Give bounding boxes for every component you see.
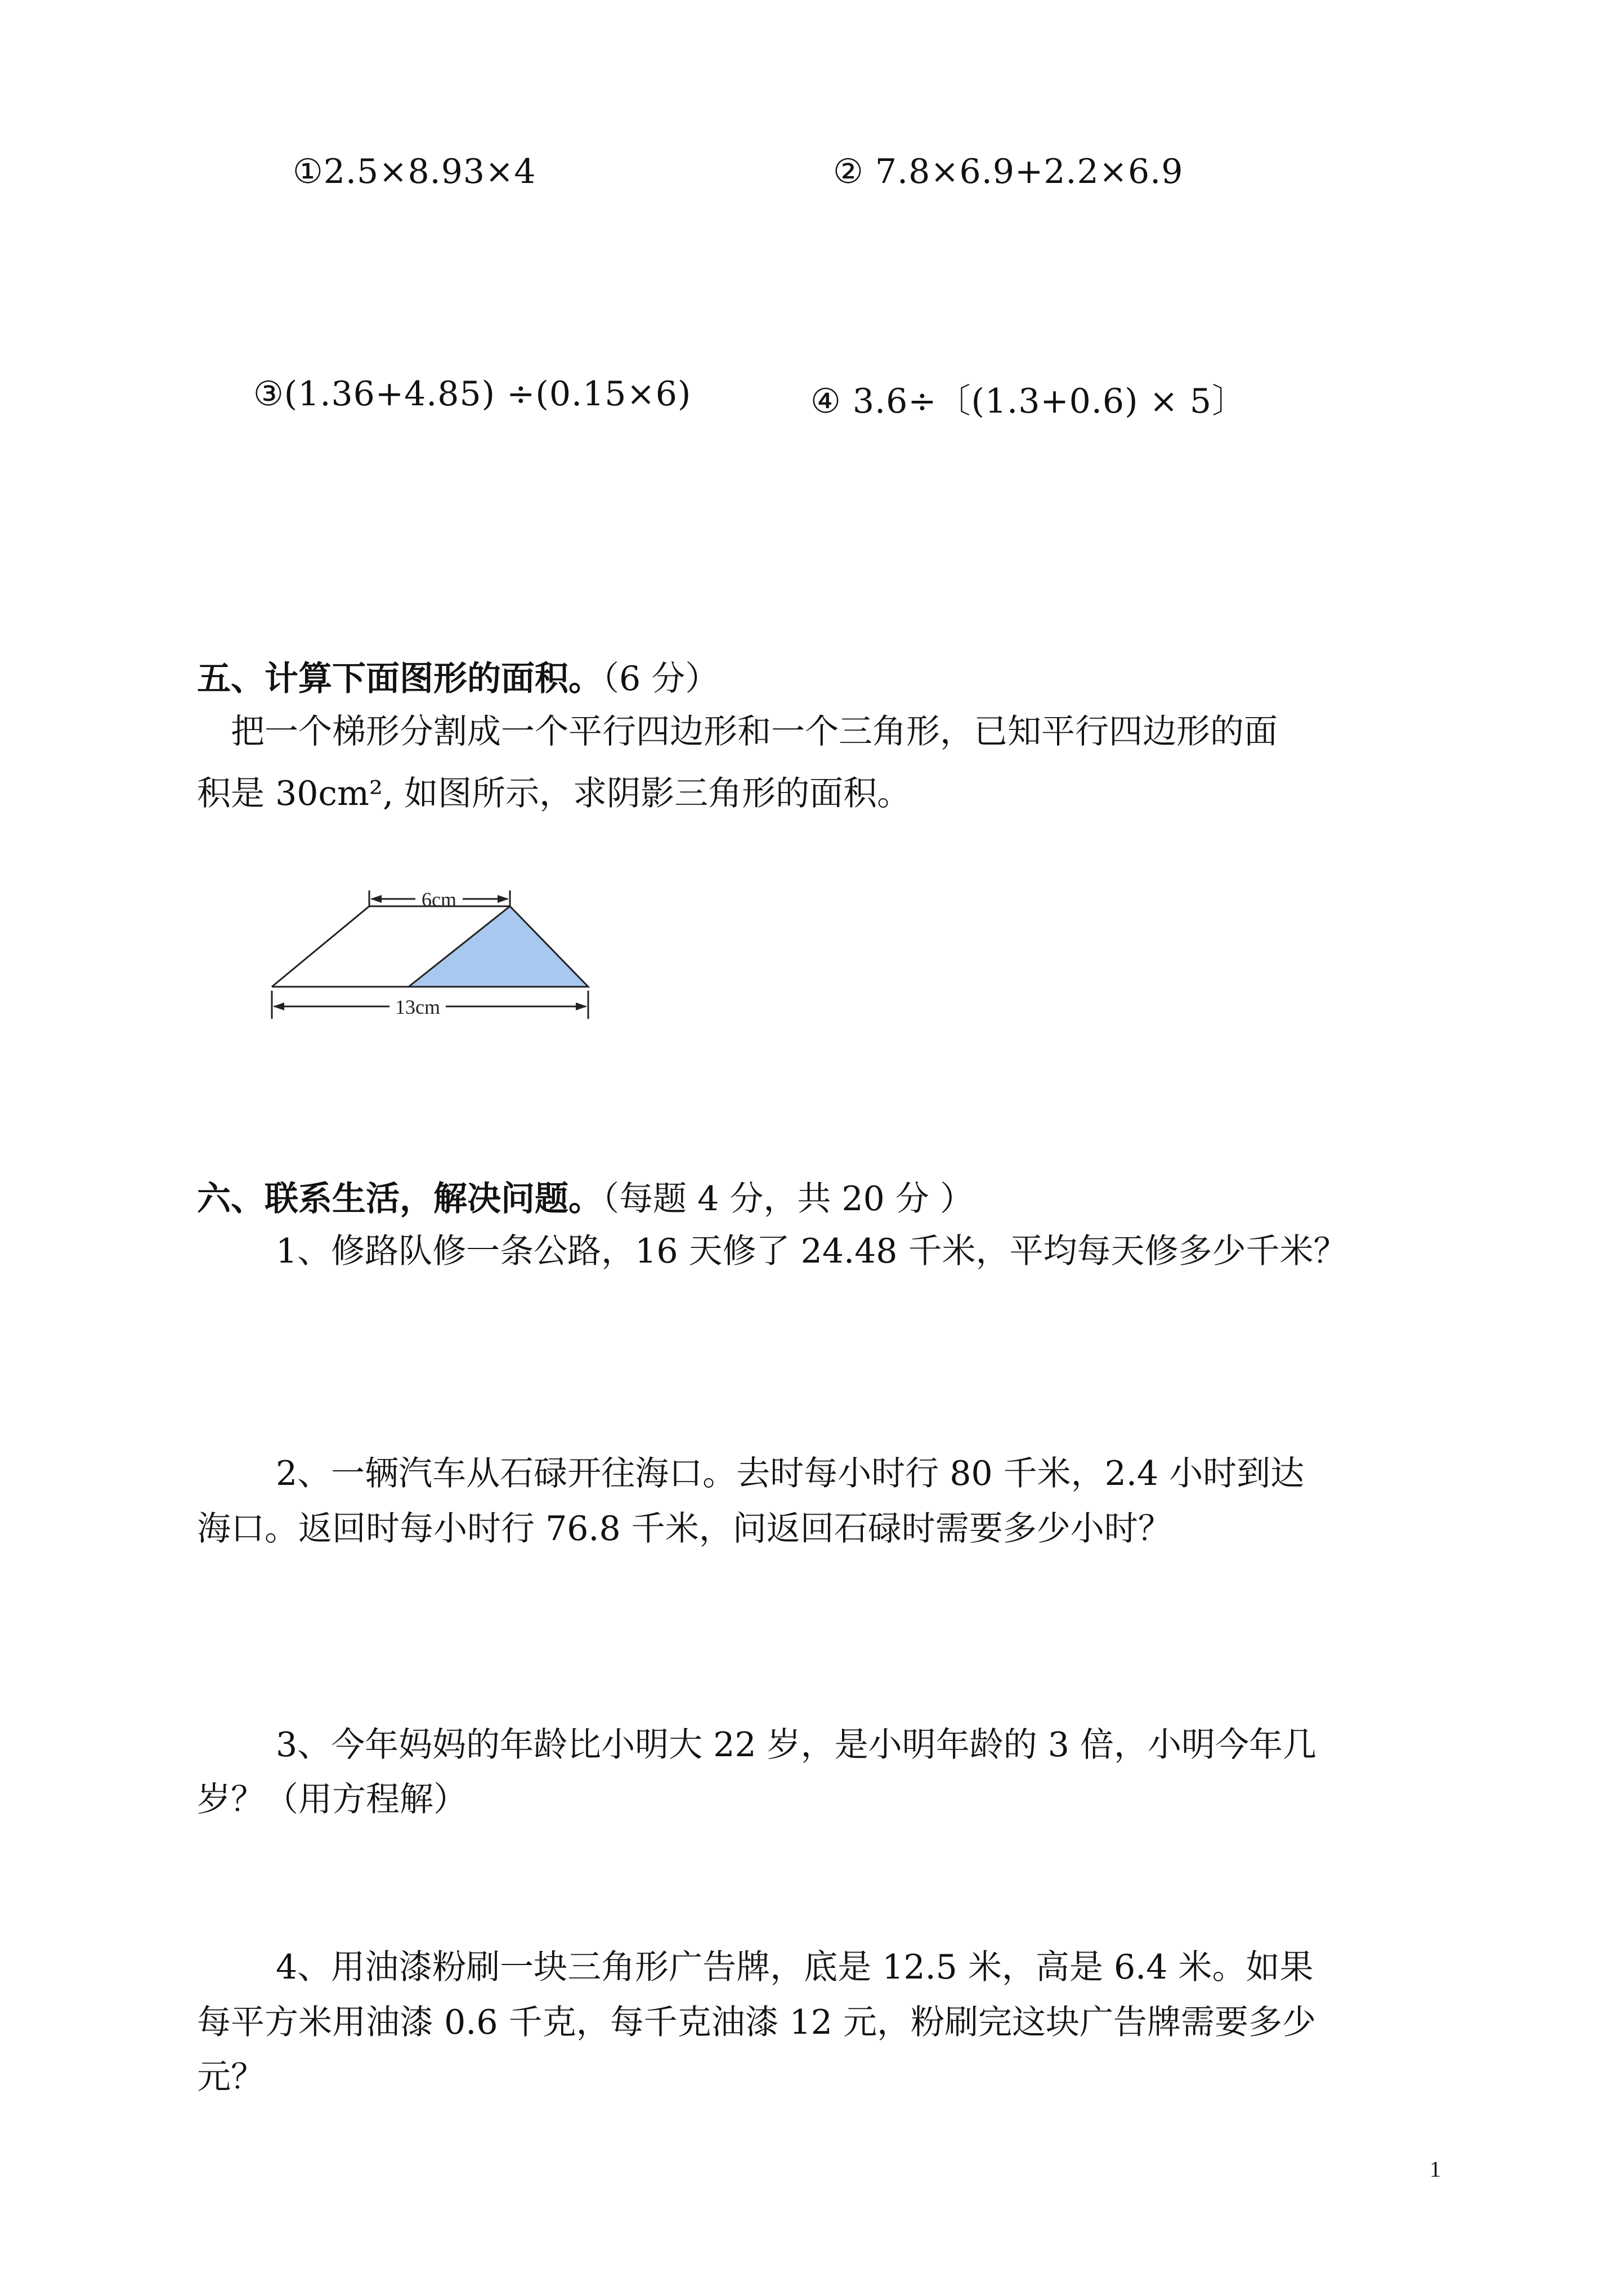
section-5-title: 五、计算下面图形的面积。 [197,659,602,699]
bottom-dim-label: 13cm [395,996,440,1018]
page-number: 1 [1430,2156,1441,2182]
section-5-score: （6 分） [602,659,719,699]
calc-item-3: ③(1.36+4.85) ÷(0.15×6) [253,374,692,414]
section-6-title: 六、联系生活，解决问题。 [197,1179,602,1219]
calc-item-1: ①2.5×8.93×4 [293,152,536,191]
section-5-problem-line-2: 积是 30cm², 如图所示，求阴影三角形的面积。 [197,774,911,813]
bottom-dim-arrow-left [273,1002,284,1010]
problem-2-line-1: 2、一辆汽车从石碌开往海口。去时每小时行 80 千米，2.4 小时到达 [276,1454,1305,1493]
top-dim-arrow-left [370,895,382,903]
section-6-score: （每题 4 分，共 20 分 ） [602,1179,974,1219]
problem-2-line-2: 海口。返回时每小时行 76.8 千米，问返回石碌时需要多少小时？ [197,1509,1172,1548]
bottom-dim-arrow-right [576,1002,587,1010]
shaded-triangle [409,906,588,987]
problem-4-line-1: 4、用油漆粉刷一块三角形广告牌，底是 12.5 米，高是 6.4 米。如果 [276,1948,1314,1987]
problem-3-line-2: 岁？（用方程解） [197,1780,467,1819]
section-6-heading [197,1172,974,1220]
problem-4-line-2: 每平方米用油漆 0.6 千克，每千克油漆 12 元，粉刷完这块广告牌需要多少 [197,2003,1316,2042]
problem-1: 1、修路队修一条公路，16 天修了 24.48 千米，平均每天修多少千米？ [276,1232,1347,1271]
calc-item-4: ④ 3.6÷〔(1.3+0.6) × 5〕 [811,382,1247,421]
section-5-heading [197,652,719,700]
top-dim-arrow-right [498,895,509,903]
section-5-problem-line-1: 把一个梯形分割成一个平行四边形和一个三角形，已知平行四边形的面 [231,712,1278,751]
trapezoid-figure [265,867,602,1030]
problem-3-line-1: 3、今年妈妈的年龄比小明大 22 岁，是小明年龄的 3 倍，小明今年几 [276,1725,1316,1765]
calc-item-2: ② 7.8×6.9+2.2×6.9 [833,152,1184,191]
problem-4-line-3: 元？ [197,2057,265,2097]
top-dim-label: 6cm [422,888,456,911]
